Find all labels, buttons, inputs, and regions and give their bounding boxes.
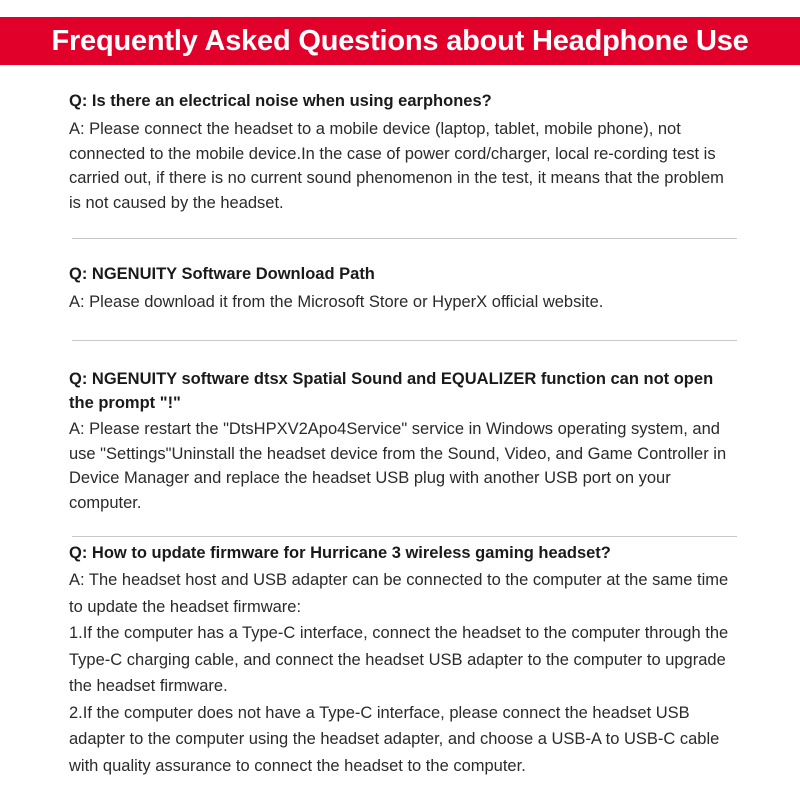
faq-item: [69, 262, 739, 315]
faq-answer-paragraph: A: Please restart the "DtsHPXV2Apo4Service" service in Windows operating system, and use "Settings"Uninstall the headset device from the Sound, Video, and Game Controller in Device Manager and replace the headset USB plug with another USB port on your computer.: [69, 420, 727, 512]
faq-answer: [69, 417, 739, 515]
faq-question: Q: Is there an electrical noise when using earphones?: [69, 92, 492, 110]
divider: [72, 536, 737, 537]
faq-answer: [69, 117, 739, 215]
faq-answer-paragraph: 2.If the computer does not have a Type-C interface, please connect the headset USB adapter to the computer using the headset adapter, and choose a USB-A to USB-C cable with quality assurance to connect the headset to the computer.: [69, 703, 720, 775]
faq-answer-paragraph: A: Please connect the headset to a mobile device (laptop, tablet, mobile phone), not connected to the mobile device.In the case of power cord/charger, local re-cording test is carried out, if there is no current sound phenomenon in the test, it means that the problem is not caused by the headset.: [69, 120, 724, 212]
header-banner: [0, 17, 800, 65]
faq-answer-paragraph: 1.If the computer has a Type-C interface, connect the headset to the computer through the Type-C charging cable, and connect the headset USB adapter to the computer to upgrade the headset firmware.: [69, 624, 729, 695]
faq-question: Q: NGENUITY software dtsx Spatial Sound and EQUALIZER function can not open the prompt "!": [69, 370, 714, 412]
faq-answer-paragraph: A: Please download it from the Microsoft Store or HyperX official website.: [69, 293, 604, 311]
faq-question: Q: How to update firmware for Hurricane 3 wireless gaming headset?: [69, 544, 611, 562]
divider: [72, 340, 737, 341]
faq-question: Q: NGENUITY Software Download Path: [69, 265, 375, 283]
faq-answer: [69, 567, 739, 779]
faq-answer-paragraph: A: The headset host and USB adapter can be connected to the computer at the same time to update the headset firmware:: [69, 571, 729, 616]
divider: [72, 238, 737, 239]
faq-item: [69, 541, 739, 779]
faq-item: [69, 89, 739, 215]
faq-answer: [69, 290, 739, 315]
page-title: Frequently Asked Questions about Headphone Use: [51, 24, 749, 57]
faq-item: [69, 367, 739, 515]
